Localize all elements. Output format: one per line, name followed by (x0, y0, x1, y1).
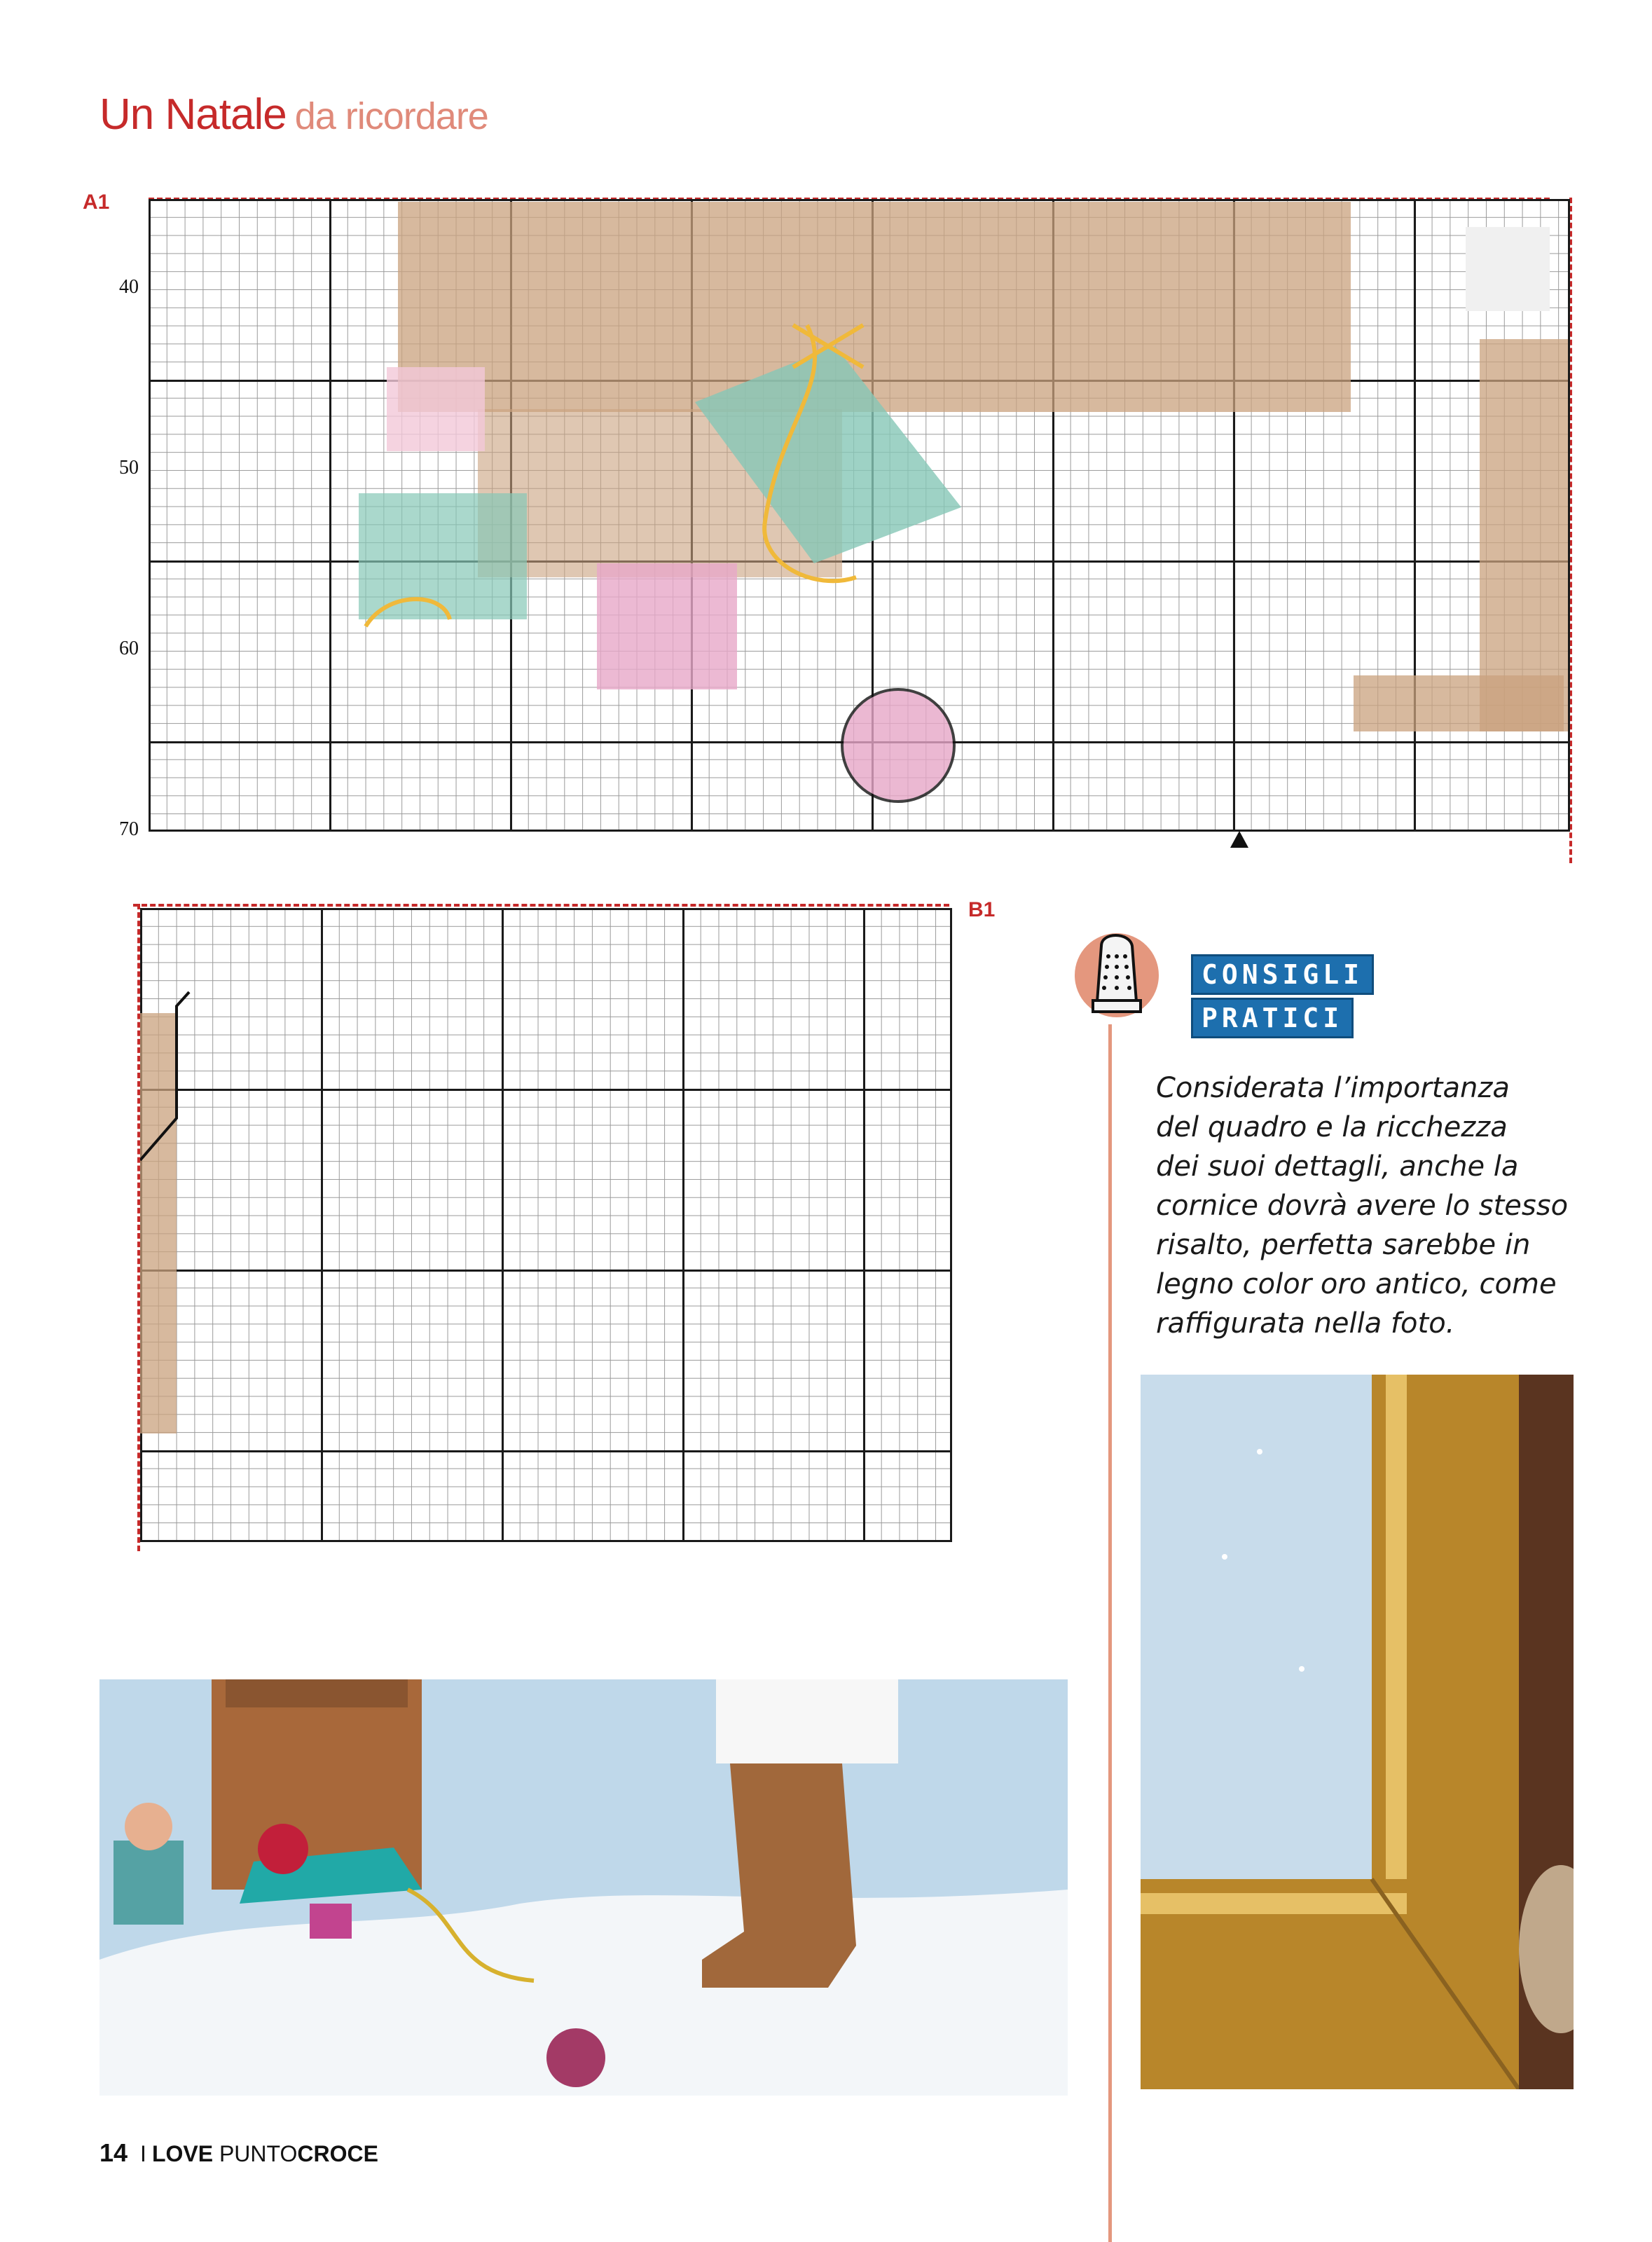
chart-b1-stitches (140, 908, 953, 1543)
photo-stitch-closeup (99, 1679, 1068, 2096)
consigli-line: legno color oro antico, come (1156, 1268, 1557, 1300)
row-label-50: 50 (119, 457, 139, 479)
title-main: Un Natale (99, 90, 287, 139)
consigli-line: cornice dovrà avere lo stesso (1156, 1190, 1569, 1222)
page-number: 14 (99, 2138, 128, 2167)
thimble-icon (1073, 918, 1171, 1030)
page-footer (99, 2138, 378, 2168)
chart-a1-tag: A1 (83, 191, 110, 214)
chart-b1 (133, 898, 996, 1551)
brand-punto: PUNTO (219, 2141, 298, 2166)
row-label-40: 40 (119, 276, 139, 298)
title-sub: da ricordare (294, 95, 488, 137)
consigli-line: Considerata l’importanza (1156, 1072, 1510, 1104)
chart-a1-stitches (149, 199, 1571, 830)
consigli-divider (1108, 1024, 1112, 2242)
footer-separator: I (140, 2141, 146, 2166)
photo-gold-frame (1141, 1375, 1574, 2089)
consigli-line: risalto, perfetta sarebbe in (1156, 1229, 1531, 1261)
chart-a1 (83, 191, 1574, 863)
consigli-pratici-title (1191, 954, 1374, 1038)
page-header (99, 90, 488, 139)
consigli-line: del quadro e la ricchezza (1156, 1111, 1508, 1143)
row-label-70: 70 (119, 818, 139, 840)
brand-love: LOVE (151, 2141, 214, 2166)
brand-croce: CROCE (297, 2141, 378, 2166)
consigli-line: raffigurata nella foto. (1156, 1307, 1455, 1340)
consigli-title-line2: PRATICI (1191, 998, 1354, 1038)
row-label-60: 60 (119, 638, 139, 659)
consigli-body (1156, 1068, 1604, 1343)
consigli-line: dei suoi dettagli, anche la (1156, 1150, 1519, 1183)
chart-b1-tag: B1 (968, 898, 996, 921)
consigli-title-line1: CONSIGLI (1191, 954, 1374, 995)
center-marker-icon (1229, 830, 1250, 851)
